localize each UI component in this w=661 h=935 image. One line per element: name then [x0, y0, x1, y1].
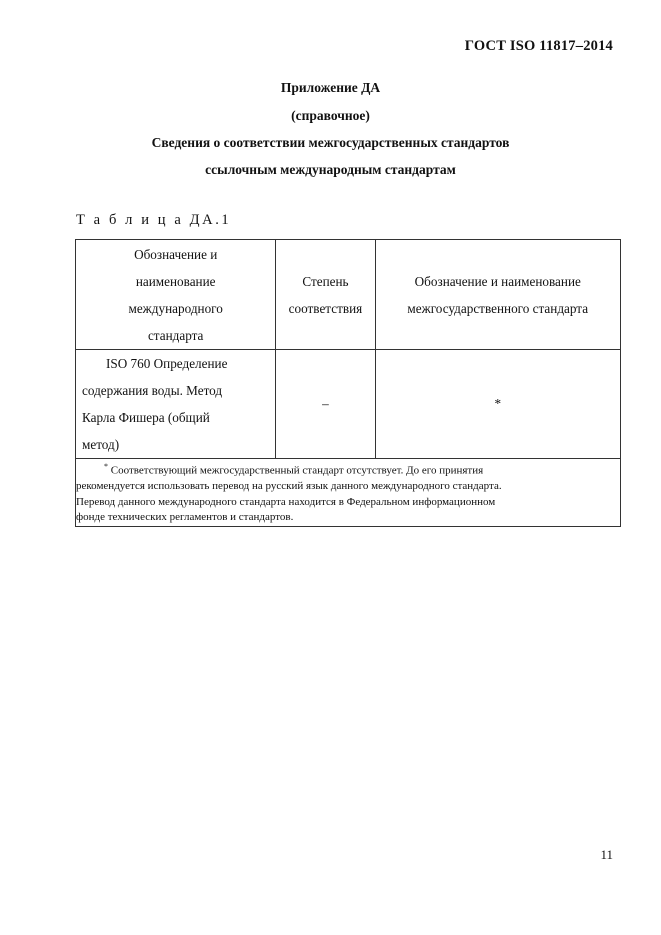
header-line: соответствия	[288, 300, 363, 316]
footnote-line: фонде технических регламентов и стандартов.	[76, 511, 294, 524]
header-line: Обозначение и наименование	[414, 273, 581, 289]
header-interstate-standard	[375, 240, 620, 350]
document-code: ГОСТ ISO 11817–2014	[464, 38, 613, 54]
page-number: 11	[600, 847, 613, 862]
header-line: Обозначение и	[134, 246, 218, 262]
table-row	[76, 350, 621, 459]
footnote-text: Соответствующий межгосударственный стандарт отсутствует. До его принятия	[110, 464, 484, 477]
footnote-line: Перевод данного международного стандарта находится в Федеральном информационном	[76, 495, 496, 508]
annex-heading-line1: Сведения о соответствии межгосударственных стандартов	[151, 135, 510, 150]
cell-line: метод)	[82, 437, 120, 452]
footnote-mark: *	[104, 462, 108, 471]
header-line: Степень	[302, 273, 349, 289]
annex-type: (справочное)	[291, 108, 370, 123]
table-footnote	[76, 459, 621, 527]
cell-degree-of-conformity: –	[276, 350, 375, 459]
cell-line: ISO 760 Определение	[106, 356, 228, 371]
table-header-row	[76, 240, 621, 350]
table-caption: Т а б л и ц а ДА.1	[76, 212, 232, 228]
cell-interstate-standard: *	[375, 350, 620, 459]
cell-international-standard	[76, 350, 276, 459]
header-line: межгосударственного стандарта	[407, 300, 589, 316]
standards-table	[75, 239, 621, 527]
cell-line: содержания воды. Метод	[82, 383, 223, 398]
footnote-line	[76, 459, 620, 479]
table-footnote-row	[76, 459, 621, 527]
header-line: стандарта	[147, 327, 204, 343]
annex-title: Приложение ДА	[280, 80, 381, 95]
header-line: наименование	[135, 273, 216, 289]
header-line: международного	[128, 300, 223, 316]
header-degree-of-conformity	[276, 240, 375, 350]
annex-heading-line2: ссылочным международным стандартам	[205, 162, 456, 177]
cell-line: Карла Фишера (общий	[82, 410, 210, 425]
footnote-line: рекомендуется использовать перевод на русский язык данного международного стандарта.	[76, 480, 502, 493]
header-international-standard	[76, 240, 276, 350]
